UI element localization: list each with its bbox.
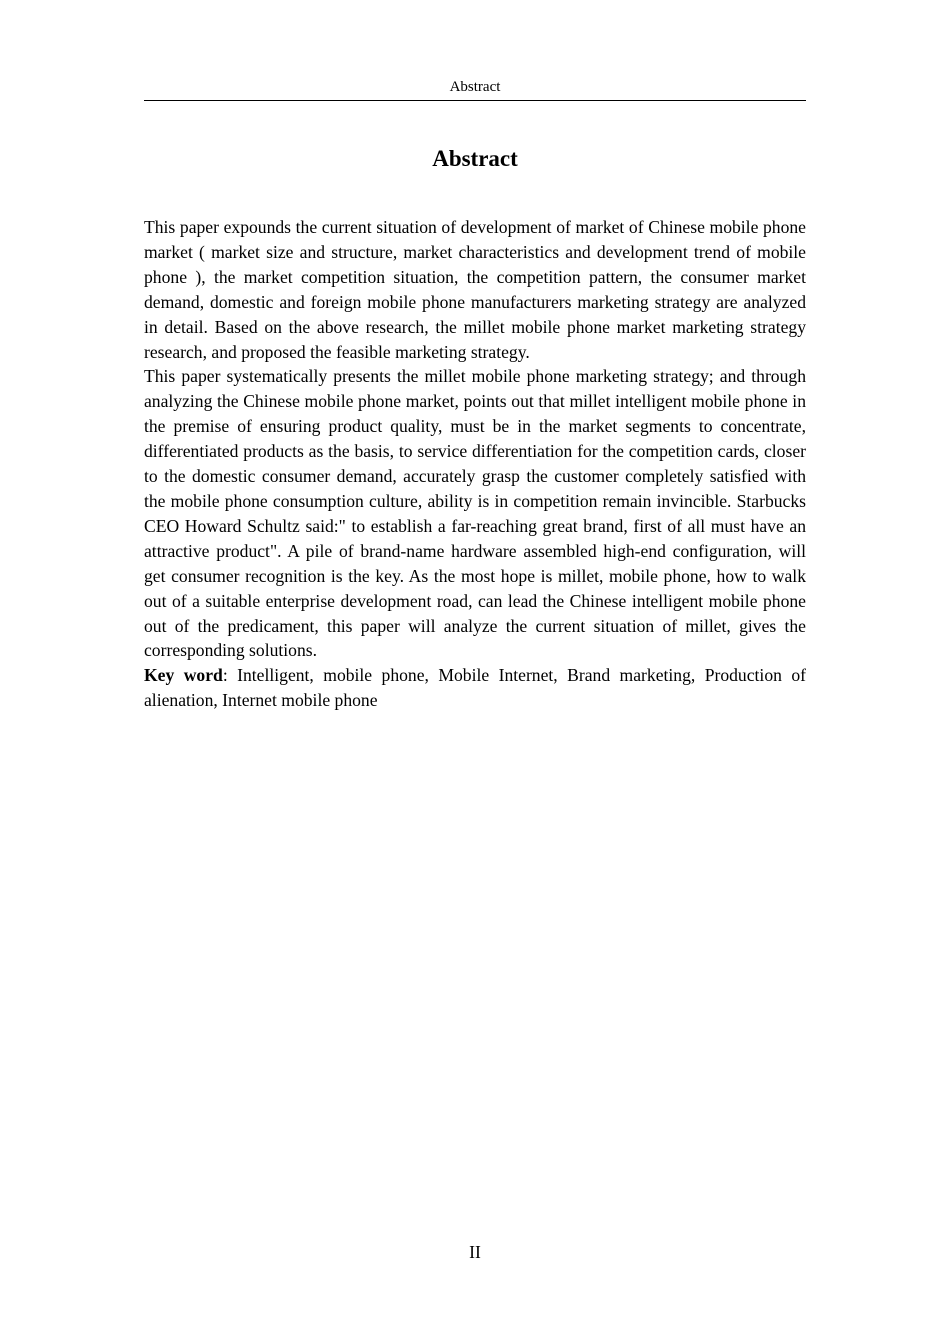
keywords-text: Intelligent, mobile phone, Mobile Internet, Brand marketing, Production of alienation, Internet mobile phone	[144, 665, 806, 711]
abstract-paragraph-2: This paper systematically presents the millet mobile phone marketing strategy; and through analyzing the Chinese mobile phone market, points out that millet intelligent mobile phone in the premise of ensuring product quality, must be in the market segments to concentrate, differentiated products as the basis, to service differentiation for the competition cards, closer to the domestic consumer demand, accurately grasp the customer completely satisfied with the mobile phone consumption culture, ability is in competition remain invincible. Starbucks CEO Howard Schultz said:" to establish a far-reaching great brand, first of all must have an attractive product". A pile of brand-name hardware assembled high-end configuration, will get consumer recognition is the key. As the most hope is millet, mobile phone, how to walk out of a suitable enterprise development road, can lead the Chinese intelligent mobile phone out of the predicament, this paper will analyze the current situation of millet, gives the corresponding solutions.	[144, 366, 806, 661]
abstract-body	[144, 215, 806, 713]
running-header: Abstract	[449, 79, 501, 95]
header-rule	[144, 100, 806, 101]
page-number: II	[469, 1242, 481, 1262]
keywords-line	[144, 663, 806, 713]
page-title: Abstract	[432, 146, 518, 171]
keywords-label: Key word	[144, 665, 223, 686]
abstract-paragraph-1: This paper expounds the current situation of development of market of Chinese mobile phone market ( market size and structure, market characteristics and development trend of mobile phone ), the market competition situation, the competition pattern, the consumer market demand, domestic and foreign mobile phone manufacturers marketing strategy are analyzed in detail. Based on the above research, the millet mobile phone market marketing strategy research, and proposed the feasible marketing strategy.	[144, 217, 806, 362]
keywords-separator: :	[222, 665, 238, 686]
